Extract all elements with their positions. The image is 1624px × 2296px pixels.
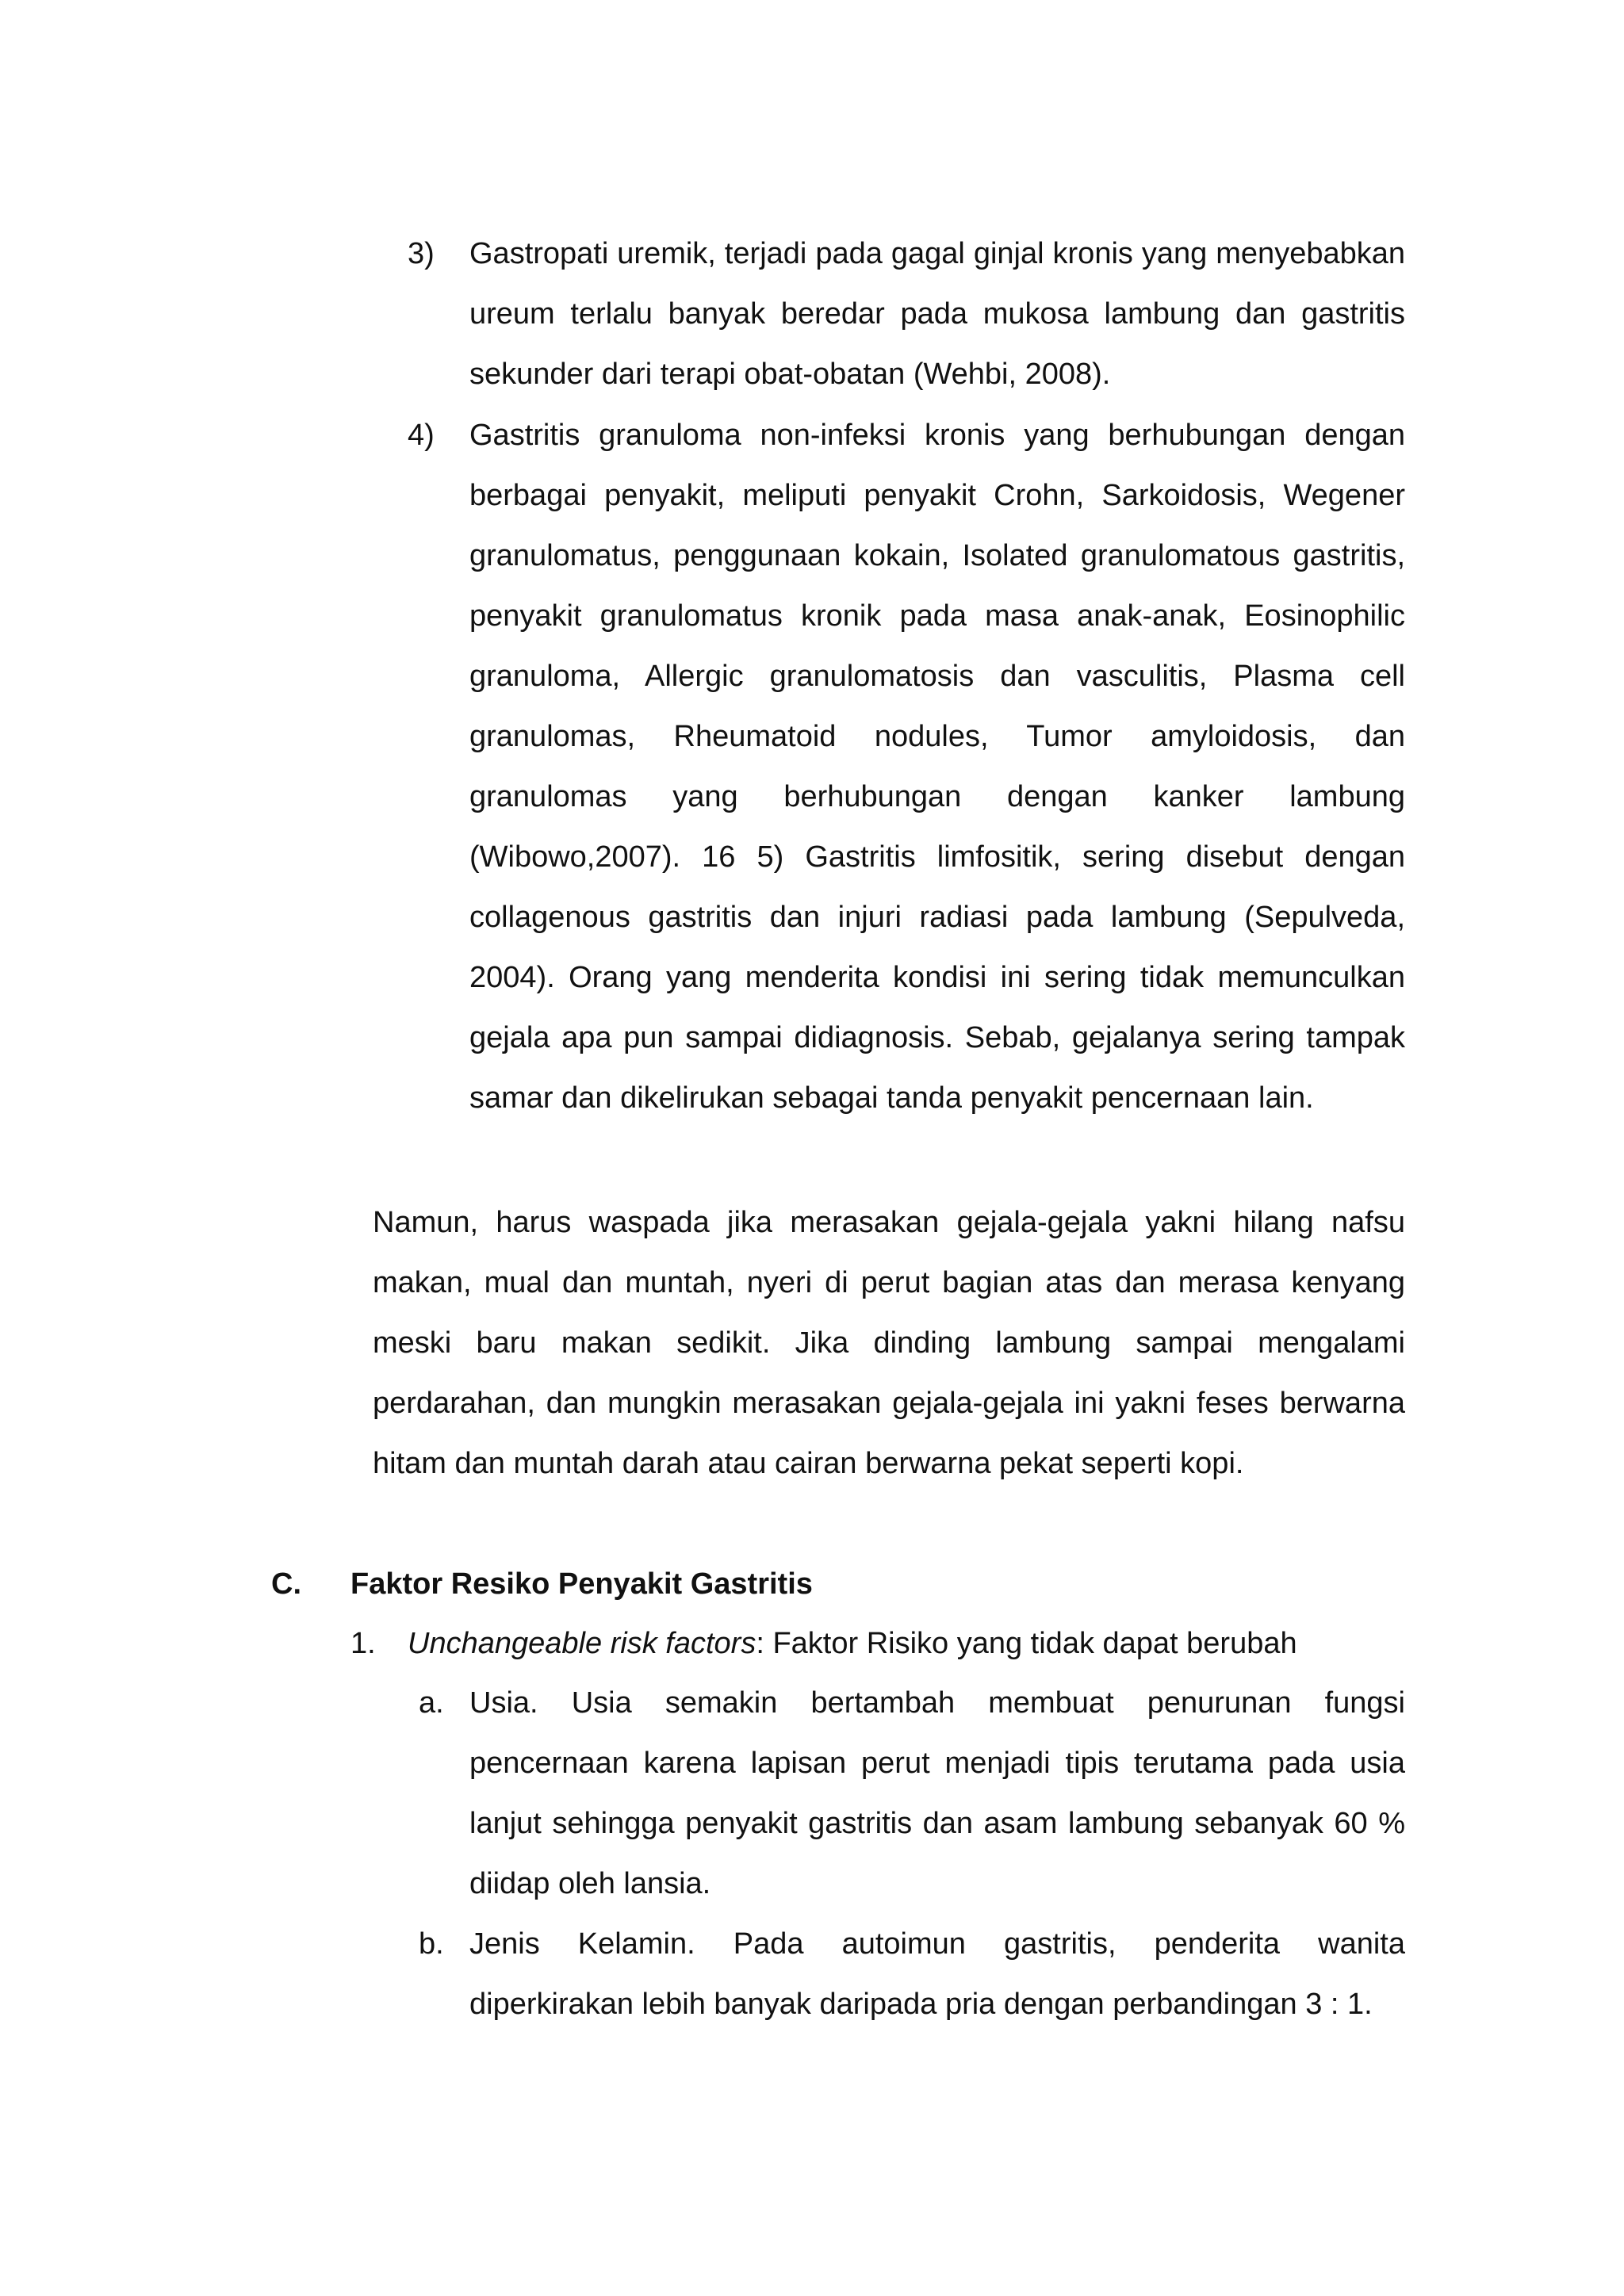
text-line: Gastropati uremik, terjadi pada gagal ginjal kronis yang menyebabkan [469, 237, 1405, 270]
sub-list-number-1: 1. [350, 1627, 376, 1660]
text-line: ureum terlalu banyak beredar pada mukosa lambung dan gastritis [469, 297, 1405, 331]
text-line: samar dan dikelirukan sebagai tanda penyakit pencernaan lain. [469, 1081, 1314, 1115]
text-line: hitam dan muntah darah atau cairan berwarna pekat seperti kopi. [373, 1447, 1244, 1480]
text-line: makan, mual dan muntah, nyeri di perut bagian atas dan merasa kenyang [373, 1266, 1405, 1299]
list-item-4-text [469, 405, 1405, 1128]
list-item-a-text [469, 1673, 1405, 1914]
text-line: lanjut sehingga penyakit gastritis dan asam lambung sebanyak 60 % [469, 1807, 1405, 1840]
sub-list-item-1-rest: : Faktor Risiko yang tidak dapat berubah [756, 1627, 1297, 1660]
list-item-3-text [469, 224, 1405, 404]
body-paragraph [373, 1192, 1405, 1494]
text-line: pencernaan karena lapisan perut menjadi tipis terutama pada usia [469, 1747, 1405, 1780]
text-line: Namun, harus waspada jika merasakan gejala-gejala yakni hilang nafsu [373, 1206, 1405, 1239]
section-letter: C. [271, 1567, 301, 1601]
text-line: sekunder dari terapi obat-obatan (Wehbi, 2008). [469, 358, 1111, 391]
list-number-4: 4) [408, 419, 435, 452]
text-line: Jenis Kelamin. Pada autoimun gastritis, penderita wanita [469, 1927, 1405, 1961]
list-item-b-text [469, 1914, 1405, 2034]
sub-list-item-1-italic: Unchangeable risk factors [408, 1627, 756, 1660]
text-line: collagenous gastritis dan injuri radiasi pada lambung (Sepulveda, [469, 901, 1405, 934]
text-line: granulomatus, penggunaan kokain, Isolated granulomatous gastritis, [469, 539, 1405, 572]
text-line: berbagai penyakit, meliputi penyakit Crohn, Sarkoidosis, Wegener [469, 479, 1405, 512]
text-line: 2004). Orang yang menderita kondisi ini sering tidak memunculkan [469, 961, 1405, 994]
text-line: perdarahan, dan mungkin merasakan gejala-gejala ini yakni feses berwarna [373, 1387, 1405, 1420]
text-line: granuloma, Allergic granulomatosis dan vasculitis, Plasma cell [469, 660, 1405, 693]
text-line: granulomas yang berhubungan dengan kanker lambung [469, 780, 1405, 813]
text-line: granulomas, Rheumatoid nodules, Tumor amyloidosis, dan [469, 720, 1405, 753]
list-letter-b: b. [419, 1927, 444, 1961]
text-line: penyakit granulomatus kronik pada masa anak-anak, Eosinophilic [469, 599, 1405, 633]
list-letter-a: a. [419, 1686, 444, 1720]
text-line: diperkirakan lebih banyak daripada pria dengan perbandingan 3 : 1. [469, 1988, 1373, 2021]
text-line: diidap oleh lansia. [469, 1867, 711, 1900]
text-line: Usia. Usia semakin bertambah membuat penurunan fungsi [469, 1686, 1405, 1720]
text-line: (Wibowo,2007). 16 5) Gastritis limfositik, sering disebut dengan [469, 840, 1405, 874]
list-number-3: 3) [408, 237, 435, 270]
section-title: Faktor Resiko Penyakit Gastritis [350, 1567, 813, 1601]
sub-list-item-1-text [408, 1613, 1297, 1674]
text-line: gejala apa pun sampai didiagnosis. Sebab, gejalanya sering tampak [469, 1021, 1405, 1054]
text-line: Gastritis granuloma non-infeksi kronis yang berhubungan dengan [469, 419, 1405, 452]
text-line: meski baru makan sedikit. Jika dinding lambung sampai mengalami [373, 1326, 1405, 1360]
